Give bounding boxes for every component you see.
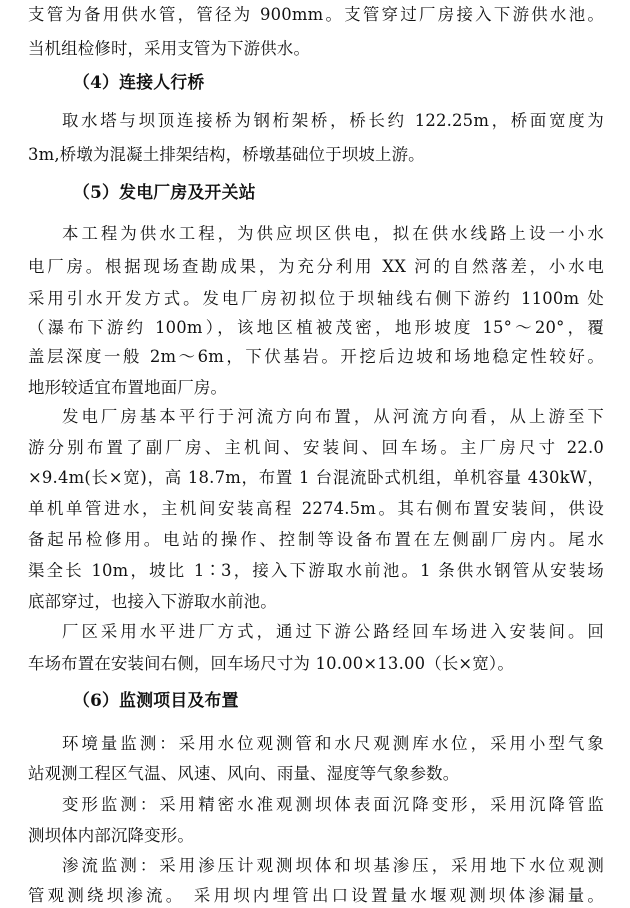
text-line: 取水塔与坝顶连接桥为钢桁架桥，桥长约 122.25m，桥面宽度为 [62, 111, 604, 130]
text-line: ×9.4m(长×宽)，高 18.7m，布置 1 台混流卧式机组，单机容量 430kW， [28, 468, 604, 487]
text-line: 渗流监测：采用渗压计观测坝体和坝基渗压，采用地下水位观测 [62, 856, 604, 875]
text-line: 游分别布置了副厂房、主机间、安装间、回车场。主厂房尺寸 22.0 [28, 438, 604, 457]
text-line: 地形较适宜布置地面厂房。 [28, 378, 228, 397]
text-line: 支管为备用供水管，管径为 900mm。支管穿过厂房接入下游供水池。 [28, 5, 604, 24]
text-line: 备起吊检修用。电站的操作、控制等设备布置在左侧副厂房内。尾水 [28, 530, 604, 549]
text-line: 单机单管进水，主机间安装高程 2274.5m。其右侧布置安装间，供设 [28, 499, 604, 518]
text-line: （瀑布下游约 100m），该地区植被茂密，地形坡度 15°～20°，覆 [28, 318, 604, 337]
text-line: 当机组检修时，采用支管为下游供水。 [28, 39, 311, 58]
section-heading: （6）监测项目及布置 [73, 690, 239, 710]
text-line: 底部穿过，也接入下游取水前池。 [28, 592, 277, 611]
text-line: 渠全长 10m，坡比 1∶3，接入下游取水前池。1 条供水钢管从安装场 [28, 561, 604, 580]
text-line: 厂区采用水平进厂方式，通过下游公路经回车场进入安装间。回 [62, 622, 604, 641]
text-line: 3m,桥墩为混凝土排架结构，桥墩基础位于坝坡上游。 [28, 145, 425, 164]
text-line: 环境量监测：采用水位观测管和水尺观测库水位，采用小型气象 [62, 734, 604, 753]
text-line: 管观测绕坝渗流。 采用坝内埋管出口设置量水堰观测坝体渗漏量。 [28, 886, 604, 905]
section-heading: （5）发电厂房及开关站 [73, 182, 256, 202]
text-line: 站观测工程区气温、风速、风向、雨量、湿度等气象参数。 [28, 764, 460, 783]
text-line: 变形监测：采用精密水准观测坝体表面沉降变形，采用沉降管监 [62, 795, 604, 814]
text-line: 本工程为供水工程，为供应坝区供电，拟在供水线路上设一小水 [62, 224, 604, 243]
text-line: 盖层深度一般 2m～6m，下伏基岩。开挖后边坡和场地稳定性较好。 [28, 347, 604, 366]
section-heading: （4）连接人行桥 [73, 72, 205, 92]
text-line: 测坝体内部沉降变形。 [28, 826, 194, 845]
text-line: 采用引水开发方式。发电厂房初拟位于坝轴线右侧下游约 1100m 处 [28, 289, 604, 308]
text-line: 车场布置在安装间右侧，回车场尺寸为 10.00×13.00（长×宽）。 [28, 654, 514, 673]
text-line: 电厂房。根据现场查勘成果，为充分利用 XX 河的自然落差，小水电 [28, 257, 604, 276]
text-line: 发电厂房基本平行于河流方向布置，从河流方向看，从上游至下 [62, 407, 604, 426]
